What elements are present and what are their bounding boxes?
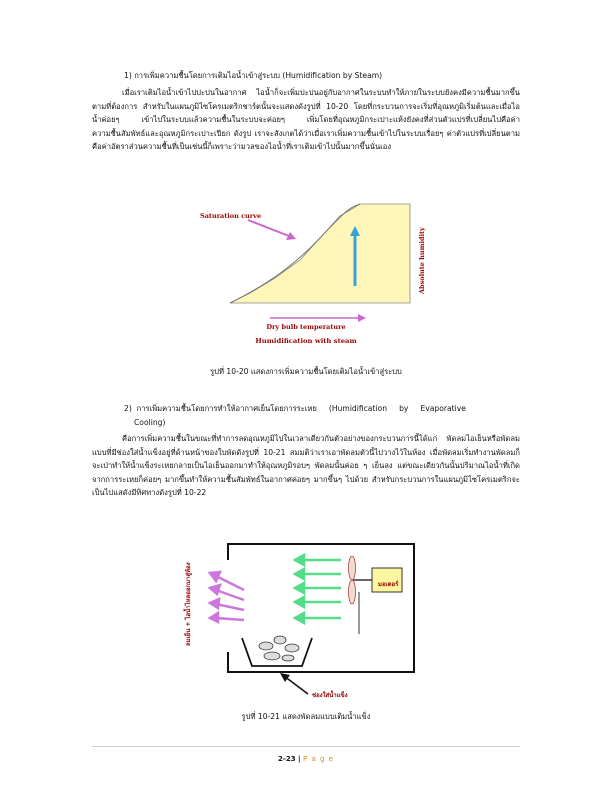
motor-box xyxy=(372,568,402,592)
dry-bulb-axis-arrowhead xyxy=(358,314,366,322)
fan-blade-top xyxy=(349,556,356,580)
motor-label: มอเตอร์ xyxy=(378,581,399,588)
cool-air-arrows xyxy=(295,555,341,623)
footer-separator: | xyxy=(298,755,301,763)
ice-cubes xyxy=(259,636,299,661)
absolute-humidity-label: Absolute humidity xyxy=(418,227,426,294)
page-footer xyxy=(0,755,612,763)
section-2-heading-cont: Cooling) xyxy=(134,418,166,427)
figure-10-21-caption: รูปที่ 10-21 แสดงพัดลมแบบเติมน้ำแข็ง xyxy=(241,712,371,721)
footer-divider xyxy=(92,746,520,747)
section-1-heading: 1) การเพิ่มความชื้นโดยการเติมไอน้ำเข้าสู่ระบบ (Humidification by Steam) xyxy=(124,71,383,80)
section-1-paragraph: เมื่อเราเติมไอน้ำเข้าไปปะปนในอากาศ ไอน้ำก็จะเพิ่มปะปนอยู่กับอากาศในระบบทำให้ภายในระบบยังคงมีความชื้นมากขึ้นตามที่ต้องการ สำหรับในแผนภูมิไซโครเมตริกชาร์ตนั้นจะแสดงดังรูปที่ 10-20 โดยที่กระบวนการจะเริ่มที่อุณหภูมิเริ่มต้นและเมื่อไอน้ำค่อยๆ เข้าไปในระบบแล้วความชื้นในระบบจะค่อยๆ เพิ่มโดยที่อุณหภูมิกระเปาะแห้งยังคงที่ส่วนตัวแปรที่เปลี่ยนไปคือค่าความชื้นสัมพัทธ์และอุณหภูมิกระเปาะเปียก ดังรูป เราจะสังเกตได้ว่าเมื่อเราเพิ่มความชื้นเข้าไปในระบบเรื่อยๆ ค่าตัวแปรที่เปลี่ยนตามคือค่าอัตราส่วนความชื้นที่เป็นเช่นนี้ก็เพราะว่ามวลของไอน้ำที่เราเติมเข้าไปนั้นมากขึ้นนั่นเอง xyxy=(92,88,520,151)
cool-air-to-room-label: ลมเย็น + ไอน้ำไหลออกมาสู่ห้อง xyxy=(185,562,192,646)
ice-tray-pointer-head xyxy=(280,673,290,682)
ice-tray-label: ช่องใส่น้ำแข็ง xyxy=(312,692,348,699)
ice-fan-diagram xyxy=(176,542,422,710)
humidification-steam-diagram xyxy=(190,198,440,350)
humidification-with-steam-label: Humidification with steam xyxy=(255,337,357,345)
section-2-heading: 2) การเพิ่มความชื้นโดยการทำให้อากาศเย็นโดยการระเหย (Humidification by Evaporative xyxy=(124,404,466,413)
section-2-paragraph: คือการเพิ่มความชื้นในขณะที่ทำการลดอุณหภูมิไปในเวลาเดียวกันตัวอย่างของกระบวนการนี้ได้แก่ พัดลมไอเย็นหรือพัดลมแบบที่มีช่องใส่น้ำแข็งอยู่ที่ด้านหน้าของใบพัดดังรูปที่ 10-21 สมมติว่าเราเอาพัดลมตัวนี้ไปวางไว้ในห้อง เมื่อพัดลมเริ่มทำงานพัดลมก็จะเป่าทำให้น้ำแข็งระเหยกลายเป็นไอเย็นออกมาทำให้อุณหภูมิรอบๆ พัดลมนั้นค่อย ๆ เย็นลง แต่ขณะเดียวกันนั้นปริมาณไอน้ำที่เกิดจากการระเหยก็ค่อยๆ มากขึ้นทำให้ความชื้นสัมพัทธ์ในอากาศค่อยๆ มากขึ้นๆ ไปด้วย สำหรับกระบวนการในแผนภูมิไซโครเมตริกจะเป็นไปแสดังมีทิศทางดังรูปที่ 10-22 xyxy=(92,434,520,497)
figure-10-20-caption: รูปที่ 10-20 แสดงการเพิ่มความชื้นโดยเติมไอน้ำเข้าสู่ระบบ xyxy=(210,367,402,376)
dry-bulb-temperature-label: Dry bulb temperature xyxy=(266,323,346,331)
room-outline xyxy=(228,544,414,672)
page-number: 2-23 xyxy=(278,755,296,763)
fan-blade-bottom xyxy=(349,580,356,604)
ice-tray-pointer xyxy=(284,676,308,694)
saturation-pointer-arrow xyxy=(248,220,294,238)
saturation-curve-label: Saturation curve xyxy=(200,212,262,220)
page-word: P a g e xyxy=(303,755,334,763)
